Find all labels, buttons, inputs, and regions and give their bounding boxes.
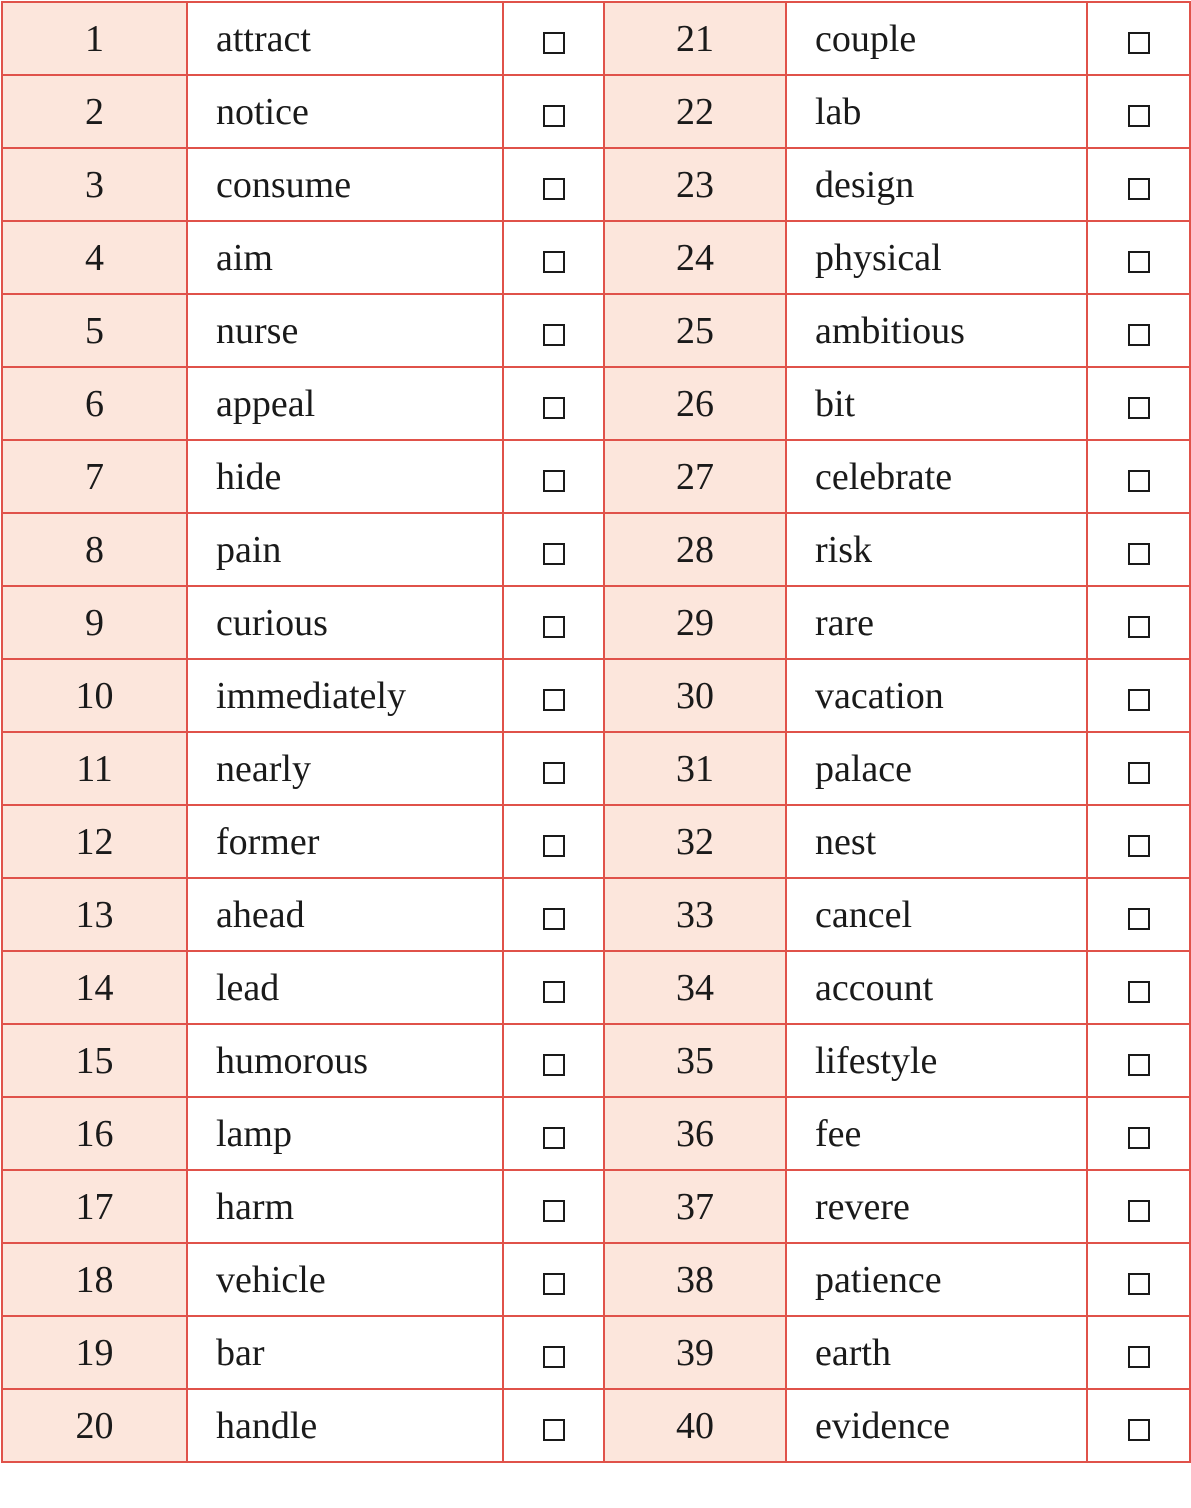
table-row xyxy=(2,1097,1190,1170)
vocabulary-word: lifestyle xyxy=(786,1024,1087,1097)
checkbox-icon[interactable] xyxy=(543,1127,565,1149)
vocabulary-word: attract xyxy=(187,2,503,75)
word-number: 40 xyxy=(604,1389,786,1462)
vocabulary-word: bit xyxy=(786,367,1087,440)
table-row xyxy=(2,1170,1190,1243)
word-number: 19 xyxy=(2,1316,187,1389)
word-number: 11 xyxy=(2,732,187,805)
vocabulary-word: lab xyxy=(786,75,1087,148)
table-row xyxy=(2,294,1190,367)
checkbox-icon[interactable] xyxy=(543,1200,565,1222)
word-number: 22 xyxy=(604,75,786,148)
checkbox-cell xyxy=(1087,805,1190,878)
word-number: 2 xyxy=(2,75,187,148)
word-number: 31 xyxy=(604,732,786,805)
word-number: 5 xyxy=(2,294,187,367)
checkbox-icon[interactable] xyxy=(1128,689,1150,711)
table-row xyxy=(2,221,1190,294)
checkbox-cell xyxy=(503,659,604,732)
checkbox-cell xyxy=(1087,367,1190,440)
checkbox-icon[interactable] xyxy=(1128,1054,1150,1076)
checkbox-icon[interactable] xyxy=(543,105,565,127)
vocabulary-word: risk xyxy=(786,513,1087,586)
checkbox-cell xyxy=(1087,1243,1190,1316)
checkbox-icon[interactable] xyxy=(1128,251,1150,273)
vocabulary-word: account xyxy=(786,951,1087,1024)
table-row xyxy=(2,586,1190,659)
checkbox-icon[interactable] xyxy=(543,1346,565,1368)
checkbox-icon[interactable] xyxy=(1128,1419,1150,1441)
table-row xyxy=(2,1389,1190,1462)
vocabulary-word: pain xyxy=(187,513,503,586)
table-row xyxy=(2,2,1190,75)
checkbox-cell xyxy=(503,732,604,805)
word-number: 36 xyxy=(604,1097,786,1170)
checkbox-icon[interactable] xyxy=(1128,762,1150,784)
vocabulary-word: lead xyxy=(187,951,503,1024)
checkbox-cell xyxy=(1087,221,1190,294)
checkbox-cell xyxy=(503,2,604,75)
table-row xyxy=(2,878,1190,951)
checkbox-icon[interactable] xyxy=(1128,1127,1150,1149)
checkbox-cell xyxy=(1087,513,1190,586)
word-number: 20 xyxy=(2,1389,187,1462)
word-number: 26 xyxy=(604,367,786,440)
vocabulary-table-body xyxy=(2,2,1190,1462)
word-number: 8 xyxy=(2,513,187,586)
table-row xyxy=(2,1024,1190,1097)
vocabulary-word: ahead xyxy=(187,878,503,951)
word-number: 16 xyxy=(2,1097,187,1170)
checkbox-icon[interactable] xyxy=(543,835,565,857)
checkbox-cell xyxy=(503,878,604,951)
checkbox-icon[interactable] xyxy=(543,1273,565,1295)
word-number: 14 xyxy=(2,951,187,1024)
vocabulary-word: humorous xyxy=(187,1024,503,1097)
checkbox-cell xyxy=(1087,878,1190,951)
vocabulary-word: harm xyxy=(187,1170,503,1243)
checkbox-icon[interactable] xyxy=(1128,981,1150,1003)
checkbox-cell xyxy=(503,1316,604,1389)
checkbox-icon[interactable] xyxy=(1128,178,1150,200)
word-number: 1 xyxy=(2,2,187,75)
word-number: 39 xyxy=(604,1316,786,1389)
checkbox-cell xyxy=(1087,440,1190,513)
checkbox-cell xyxy=(503,367,604,440)
checkbox-icon[interactable] xyxy=(543,251,565,273)
vocabulary-word: vehicle xyxy=(187,1243,503,1316)
checkbox-cell xyxy=(503,1024,604,1097)
vocabulary-word: evidence xyxy=(786,1389,1087,1462)
table-row xyxy=(2,148,1190,221)
checkbox-icon[interactable] xyxy=(543,543,565,565)
checkbox-cell xyxy=(503,440,604,513)
table-row xyxy=(2,732,1190,805)
vocabulary-word: patience xyxy=(786,1243,1087,1316)
vocabulary-word: palace xyxy=(786,732,1087,805)
vocabulary-word: notice xyxy=(187,75,503,148)
checkbox-cell xyxy=(503,148,604,221)
checkbox-cell xyxy=(503,1243,604,1316)
word-number: 12 xyxy=(2,805,187,878)
table-row xyxy=(2,951,1190,1024)
checkbox-cell xyxy=(503,513,604,586)
word-number: 33 xyxy=(604,878,786,951)
vocabulary-word: immediately xyxy=(187,659,503,732)
vocabulary-word: handle xyxy=(187,1389,503,1462)
word-number: 38 xyxy=(604,1243,786,1316)
vocabulary-word: physical xyxy=(786,221,1087,294)
table-row xyxy=(2,440,1190,513)
checkbox-cell xyxy=(1087,1024,1190,1097)
checkbox-icon[interactable] xyxy=(543,397,565,419)
checkbox-icon[interactable] xyxy=(1128,908,1150,930)
table-row xyxy=(2,1243,1190,1316)
vocabulary-word: design xyxy=(786,148,1087,221)
vocabulary-word: hide xyxy=(187,440,503,513)
vocabulary-word: nest xyxy=(786,805,1087,878)
word-number: 28 xyxy=(604,513,786,586)
checkbox-cell xyxy=(1087,951,1190,1024)
vocabulary-word: appeal xyxy=(187,367,503,440)
vocabulary-word: nearly xyxy=(187,732,503,805)
vocabulary-word: revere xyxy=(786,1170,1087,1243)
checkbox-icon[interactable] xyxy=(1128,105,1150,127)
checkbox-icon[interactable] xyxy=(543,981,565,1003)
vocabulary-word: lamp xyxy=(187,1097,503,1170)
table-row xyxy=(2,75,1190,148)
checkbox-icon[interactable] xyxy=(543,32,565,54)
vocabulary-word: fee xyxy=(786,1097,1087,1170)
checkbox-cell xyxy=(503,586,604,659)
vocabulary-word: ambitious xyxy=(786,294,1087,367)
word-number: 37 xyxy=(604,1170,786,1243)
vocabulary-word: nurse xyxy=(187,294,503,367)
checkbox-cell xyxy=(503,1389,604,1462)
checkbox-icon[interactable] xyxy=(1128,1273,1150,1295)
checkbox-icon[interactable] xyxy=(543,324,565,346)
word-number: 30 xyxy=(604,659,786,732)
checkbox-cell xyxy=(1087,1389,1190,1462)
checkbox-icon[interactable] xyxy=(1128,1200,1150,1222)
vocabulary-word: cancel xyxy=(786,878,1087,951)
vocabulary-word: rare xyxy=(786,586,1087,659)
checkbox-cell xyxy=(503,75,604,148)
checkbox-cell xyxy=(503,1170,604,1243)
checkbox-icon[interactable] xyxy=(543,470,565,492)
vocabulary-word: couple xyxy=(786,2,1087,75)
word-number: 13 xyxy=(2,878,187,951)
vocabulary-word: consume xyxy=(187,148,503,221)
checkbox-icon[interactable] xyxy=(1128,1346,1150,1368)
vocabulary-word: former xyxy=(187,805,503,878)
checkbox-cell xyxy=(503,1097,604,1170)
word-number: 29 xyxy=(604,586,786,659)
checkbox-icon[interactable] xyxy=(543,689,565,711)
vocabulary-word: celebrate xyxy=(786,440,1087,513)
checkbox-icon[interactable] xyxy=(1128,324,1150,346)
word-number: 21 xyxy=(604,2,786,75)
word-number: 3 xyxy=(2,148,187,221)
vocabulary-word: curious xyxy=(187,586,503,659)
word-number: 10 xyxy=(2,659,187,732)
checkbox-cell xyxy=(1087,586,1190,659)
checkbox-icon[interactable] xyxy=(543,1419,565,1441)
word-number: 25 xyxy=(604,294,786,367)
checkbox-icon[interactable] xyxy=(543,616,565,638)
checkbox-cell xyxy=(1087,732,1190,805)
checkbox-icon[interactable] xyxy=(1128,397,1150,419)
checkbox-cell xyxy=(1087,75,1190,148)
vocabulary-word: bar xyxy=(187,1316,503,1389)
word-number: 17 xyxy=(2,1170,187,1243)
checkbox-cell xyxy=(503,221,604,294)
checkbox-cell xyxy=(503,294,604,367)
checkbox-cell xyxy=(1087,1316,1190,1389)
word-number: 9 xyxy=(2,586,187,659)
checkbox-icon[interactable] xyxy=(543,178,565,200)
word-number: 6 xyxy=(2,367,187,440)
checkbox-cell xyxy=(1087,1097,1190,1170)
checkbox-icon[interactable] xyxy=(543,908,565,930)
checkbox-cell xyxy=(1087,659,1190,732)
table-row xyxy=(2,805,1190,878)
checkbox-cell xyxy=(503,951,604,1024)
word-number: 18 xyxy=(2,1243,187,1316)
checkbox-icon[interactable] xyxy=(1128,32,1150,54)
word-number: 32 xyxy=(604,805,786,878)
checkbox-icon[interactable] xyxy=(1128,835,1150,857)
checkbox-icon[interactable] xyxy=(1128,470,1150,492)
checkbox-cell xyxy=(1087,148,1190,221)
word-number: 15 xyxy=(2,1024,187,1097)
vocabulary-word: vacation xyxy=(786,659,1087,732)
word-number: 4 xyxy=(2,221,187,294)
checkbox-icon[interactable] xyxy=(543,1054,565,1076)
checkbox-icon[interactable] xyxy=(1128,616,1150,638)
vocabulary-table xyxy=(1,1,1191,1463)
checkbox-icon[interactable] xyxy=(543,762,565,784)
checkbox-cell xyxy=(1087,2,1190,75)
table-row xyxy=(2,367,1190,440)
checkbox-icon[interactable] xyxy=(1128,543,1150,565)
word-number: 23 xyxy=(604,148,786,221)
word-number: 34 xyxy=(604,951,786,1024)
word-number: 24 xyxy=(604,221,786,294)
table-row xyxy=(2,1316,1190,1389)
word-number: 35 xyxy=(604,1024,786,1097)
table-row xyxy=(2,513,1190,586)
table-row xyxy=(2,659,1190,732)
vocabulary-word: earth xyxy=(786,1316,1087,1389)
vocabulary-word: aim xyxy=(187,221,503,294)
checkbox-cell xyxy=(503,805,604,878)
checkbox-cell xyxy=(1087,1170,1190,1243)
word-number: 7 xyxy=(2,440,187,513)
checkbox-cell xyxy=(1087,294,1190,367)
word-number: 27 xyxy=(604,440,786,513)
